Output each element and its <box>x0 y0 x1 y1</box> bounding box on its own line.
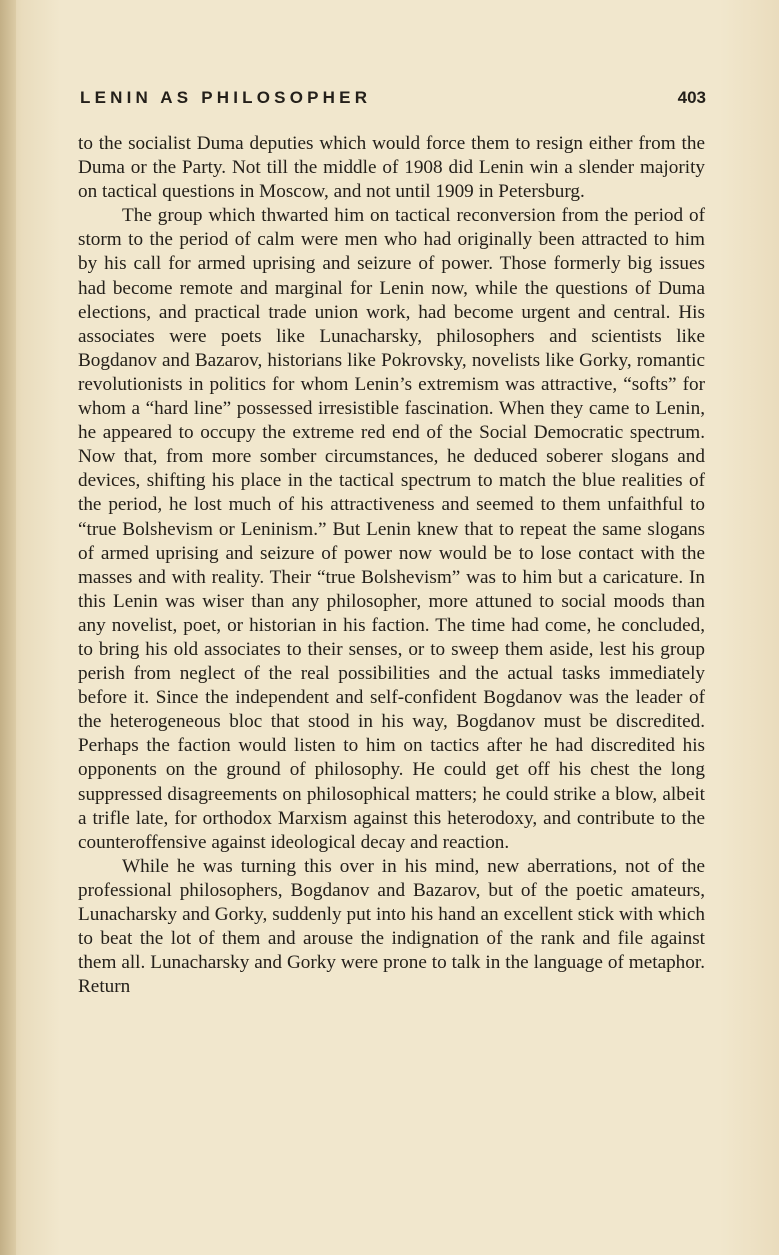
paragraph: The group which thwarted him on tactical reconversion from the period of storm to the period of calm were men who had originally been attracted to him by his call for armed uprising and seizure of power. Those formerly big issues had become remote and marginal for Lenin now, while the questions of Duma elections, and practical trade union work, had become urgent and central. His associates were poets like Lunacharsky, philosophers and scientists like Bogdanov and Bazarov, historians like Pokrovsky, novelists like Gorky, romantic revolutionists in politics for whom Lenin’s extremism was attractive, “softs” for whom a “hard line” possessed irresistible fascination. When they came to Lenin, he appeared to occupy the extreme red end of the Social Democratic spectrum. Now that, from more somber circumstances, he deduced soberer slogans and devices, shifting his place in the tactical spectrum to match the blue realities of the period, he lost much of his attractiveness and seemed to them unfaithful to “true Bolshevism or Leninism.” But Lenin knew that to repeat the same slogans of armed uprising and seizure of power now would be to lose contact with the masses and with reality. Their “true Bolshevism” was to him but a caricature. In this Lenin was wiser than any philosopher, more attuned to social moods than any novelist, poet, or historian in his faction. The time had come, he concluded, to bring his old associates to their senses, or to sweep them aside, lest his group perish from neglect of the real possibilities and the actual tasks immediately before it. Since the independent and self-confident Bogdanov was the leader of the heterogeneous bloc that stood in his way, Bogdanov must be discredited. Perhaps the faction would listen to him on tactics after he had discredited his opponents on the ground of philosophy. He could get off his chest the long suppressed disagreements on philosophical matters; he could strike a blow, albeit a trifle late, for orthodox Marxism against this heterodoxy, and contribute to the counteroffensive against ideological decay and reaction. <box>78 205 705 853</box>
page-spine-shadow <box>0 0 16 1255</box>
running-title: LENIN AS PHILOSOPHER <box>80 88 372 107</box>
paragraph: While he was turning this over in his mind, new aberrations, not of the professional philosophers, Bogdanov and Bazarov, but of the poetic amateurs, Lunacharsky and Gorky, suddenly put into his hand an excellent stick with which to beat the lot of them and arouse the indignation of the rank and file against them all. Lunacharsky and Gorky were prone to talk in the language of metaphor. Return <box>78 855 705 998</box>
page-number: 403 <box>677 88 706 107</box>
running-head <box>80 88 706 108</box>
body-text <box>78 132 705 999</box>
paragraph: to the socialist Duma deputies which would force them to resign either from the Duma or the Party. Not till the middle of 1908 did Lenin win a slender majority on tactical questions in Moscow, and not until 1909 in Petersburg. <box>78 133 705 203</box>
